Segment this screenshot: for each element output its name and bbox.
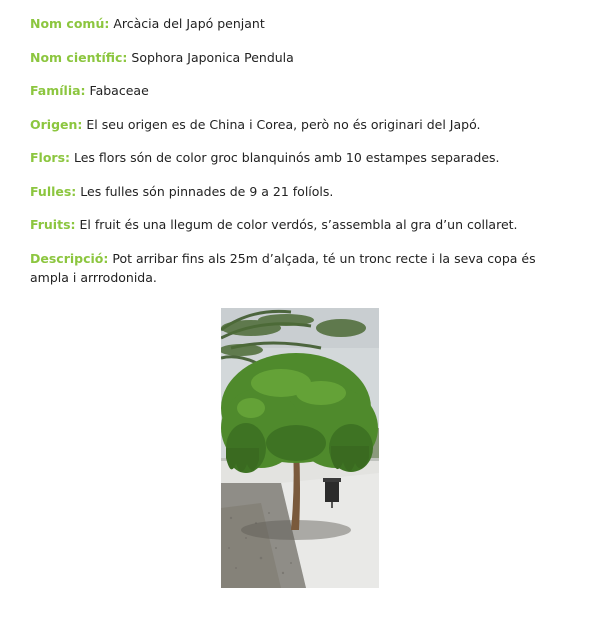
field-label: Família:	[30, 83, 86, 98]
field-value: Sophora Japonica Pendula	[131, 49, 294, 65]
field-value: El fruit és una llegum de color verdós, s’assembla al gra d’un collaret.	[79, 217, 518, 232]
field-label: Fulles:	[30, 183, 77, 199]
field-label: Flors:	[30, 150, 71, 165]
field-label: Fruits:	[30, 217, 76, 232]
field-value: Les fulles són pinnades de 9 a 21 folíols.	[80, 183, 334, 199]
field-common-name	[30, 14, 575, 33]
field-value: El seu origen es de China i Corea, però no és originari del Japó.	[86, 116, 481, 132]
field-family	[30, 81, 575, 100]
tree-photo	[221, 308, 379, 588]
field-leaves	[30, 182, 575, 201]
field-value: Fabaceae	[89, 83, 149, 98]
field-label: Origen:	[30, 116, 83, 132]
field-scientific-name	[30, 48, 575, 67]
field-origin	[30, 115, 575, 134]
field-value: Les flors són de color groc blanquinós amb 10 estampes separades.	[74, 150, 500, 165]
field-description	[30, 249, 575, 287]
tree-photo-illustration	[221, 308, 379, 588]
field-label: Nom comú:	[30, 16, 110, 31]
field-flowers	[30, 148, 575, 167]
field-value: Arcàcia del Japó penjant	[113, 16, 265, 31]
field-value: Pot arribar fins als 25m d’alçada, té un tronc recte i la seva copa és ampla i arrrodonida.	[30, 250, 536, 285]
field-label: Descripció:	[30, 250, 109, 266]
document-body	[30, 14, 575, 301]
field-fruits	[30, 215, 575, 234]
field-label: Nom científic:	[30, 49, 128, 65]
